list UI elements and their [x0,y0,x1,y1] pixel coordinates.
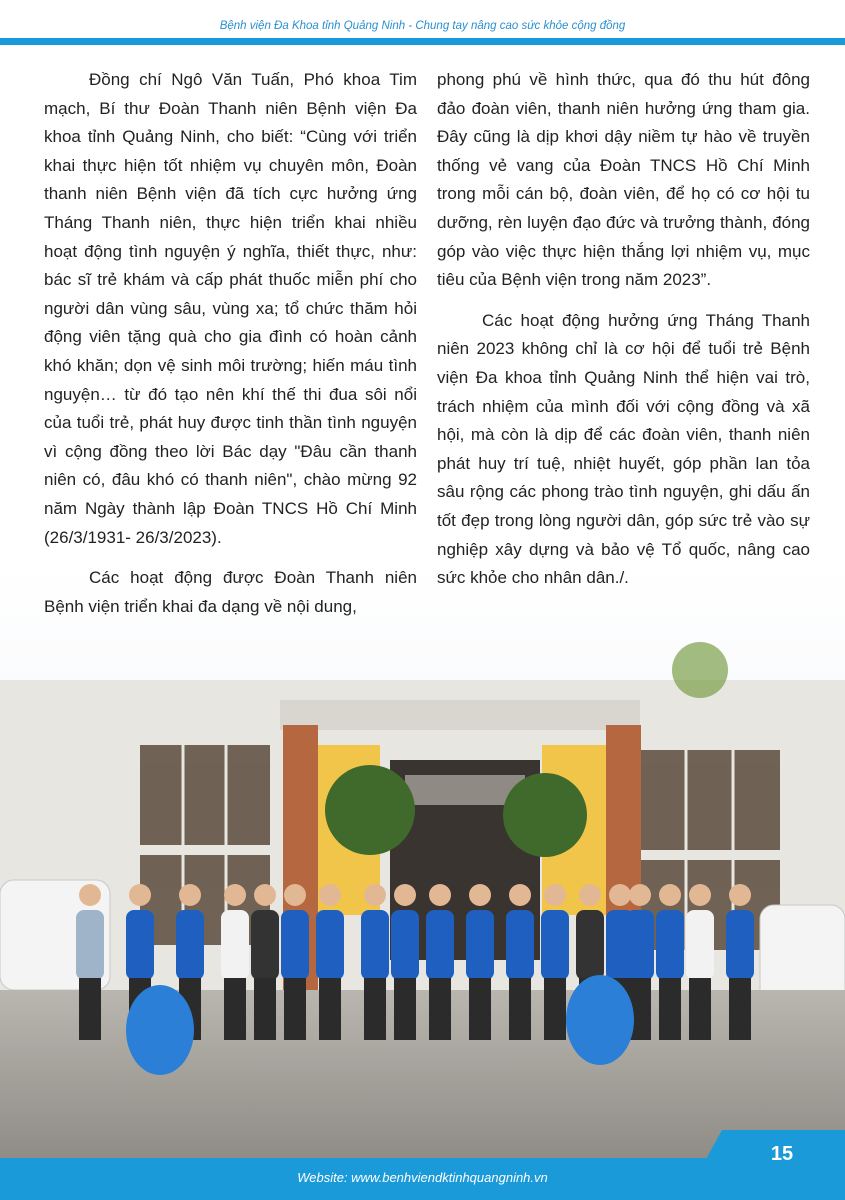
person-legs [689,978,711,1040]
person-body [126,910,154,980]
person-legs [659,978,681,1040]
person-head [659,884,681,906]
person-legs [394,978,416,1040]
person-body [221,910,249,980]
person-body [466,910,494,980]
person-legs [79,978,101,1040]
garbage-bag [126,985,194,1075]
person-head [79,884,101,906]
person-head [129,884,151,906]
person-body [391,910,419,980]
person-body [626,910,654,980]
person-body [541,910,569,980]
person-head [509,884,531,906]
person-head [609,884,631,906]
person-legs [429,978,451,1040]
person-head [364,884,386,906]
person-head [394,884,416,906]
person-legs [469,978,491,1040]
page-footer [0,1158,845,1200]
person-legs [319,978,341,1040]
person-body [76,910,104,980]
person-body [726,910,754,980]
garbage-bag [566,975,634,1065]
person-body [686,910,714,980]
page-number: 15 [770,1143,794,1165]
person-head [224,884,246,906]
person-head [729,884,751,906]
person-head [179,884,201,906]
person-body [251,910,279,980]
person-body [316,910,344,980]
group-photo [0,560,845,1160]
person-legs [729,978,751,1040]
person-head [544,884,566,906]
person-head [629,884,651,906]
article-column-left [44,66,417,633]
person-body [176,910,204,980]
person-head [689,884,711,906]
person-head [469,884,491,906]
paragraph-right-1: phong phú về hình thức, qua đó thu hút đông đảo đoàn viên, thanh niên hưởng ứng tham gia. Đây cũng là dịp khơi dậy niềm tự hào về truyền thống vẻ vang của Đoàn TNCS Hồ Chí Minh trong mỗi cán bộ, đoàn viên, để họ có cơ hội tu dưỡng, rèn luyện đạo đức và trưởng thành, đóng góp vào việc thực hiện thắng lợi nhiệm vụ, mục tiêu của Bệnh viện trong năm 2023”. [437,70,810,290]
running-title: Bệnh viện Đa Khoa tỉnh Quảng Ninh - Chung tay nâng cao sức khỏe cộng đồng [219,20,626,32]
paragraph-right-2: Các hoạt động hưởng ứng Tháng Thanh niên 2023 không chỉ là cơ hội để tuổi trẻ Bệnh viện Đa khoa tỉnh Quảng Ninh thể hiện vai trò, trách nhiệm của mình đối với cộng đồng và xã hội, mà còn là dịp để các đoàn viên, thanh niên phát huy trí tuệ, nhiệt huyết, góp phần lan tỏa sâu rộng các phong trào tình nguyện, ghi dấu ấn tốt đẹp trong lòng người dân, góp sức trẻ vào sự nghiệp xây dựng và bảo vệ Tổ quốc, nâng cao sức khỏe cho nhân dân./. [437,310,810,588]
person-head [429,884,451,906]
person-body [426,910,454,980]
person-head [284,884,306,906]
person-head [319,884,341,906]
person-head [579,884,601,906]
person-body [361,910,389,980]
person-legs [544,978,566,1040]
person-legs [254,978,276,1040]
person-body [576,910,604,980]
person-legs [284,978,306,1040]
person-legs [509,978,531,1040]
person-body [656,910,684,980]
person-body [506,910,534,980]
article-column-right [437,66,810,605]
person-legs [224,978,246,1040]
page-header [0,0,845,46]
paragraph-left-1: Đồng chí Ngô Văn Tuấn, Phó khoa Tim mạch, Bí thư Đoàn Thanh niên Bệnh viện Đa khoa tỉnh Quảng Ninh, cho biết: “Cùng với triển khai thực hiện tốt nhiệm vụ chuyên môn, Đoàn thanh niên Bệnh viện đã tích cực hưởng ứng Tháng Thanh niên, thực hiện triển khai nhiều hoạt động tình nguyện ý nghĩa, thiết thực, như: bác sĩ trẻ khám và cấp phát thuốc miễn phí cho người dân vùng sâu, vùng xa; tổ chức thăm hỏi động viên tặng quà cho gia đình có hoàn cảnh khó khăn; dọn vệ sinh môi trường; hiến máu tình nguyện… từ đó tạo nên khí thế thi đua sôi nổi của tuổi trẻ, phát huy được tinh thần tình nguyện vì cộng đồng theo lời Bác dạy "Đâu cần thanh niên có, đâu khó có thanh niên", chào mừng 92 năm Ngày thành lập Đoàn TNCS Hồ Chí Minh (26/3/1931- 26/3/2023). [44,70,417,547]
header-rule [0,38,845,45]
website-url: Website: www.benhviendktinhquangninh.vn [297,1170,548,1185]
person-legs [364,978,386,1040]
person-body [281,910,309,980]
person-head [254,884,276,906]
paragraph-left-2: Các hoạt động được Đoàn Thanh niên Bệnh viện triển khai đa dạng về nội dung, [44,568,417,616]
